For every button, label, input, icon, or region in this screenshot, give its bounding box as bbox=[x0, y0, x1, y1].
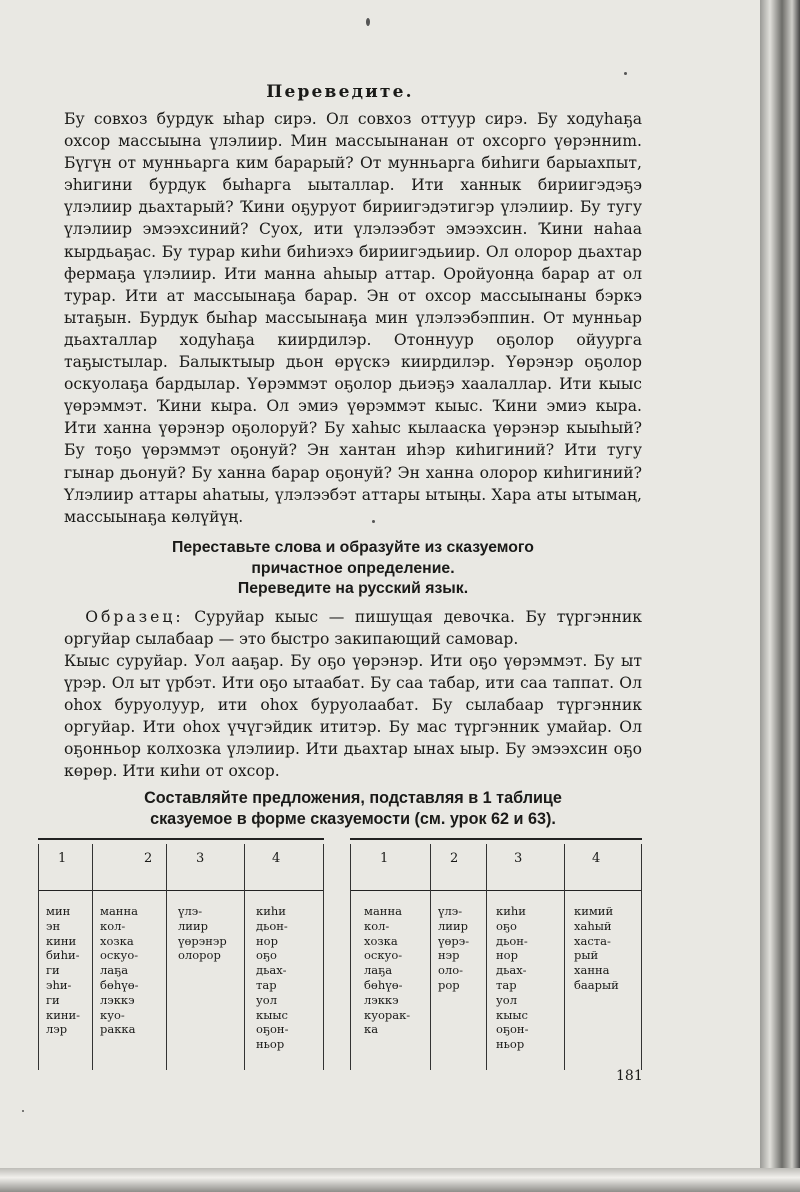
table-column: манна кол- хозка оскуо- лаҕа бөһүө- лэккэ куо- ракка bbox=[100, 904, 139, 1037]
table-header-cell: 1 bbox=[58, 851, 67, 866]
table-header-cell: 2 bbox=[450, 851, 459, 866]
example-paragraph bbox=[64, 606, 642, 650]
table-rule bbox=[350, 838, 642, 840]
table-column: киһи оҕо дьон- нор дьах- тар уол кыыс оҕон- ньор bbox=[496, 904, 529, 1052]
exercise-heading bbox=[64, 538, 642, 600]
table-header-cell: 3 bbox=[196, 851, 205, 866]
table-column: үлэ- лиир үөрэ- нэр оло- рор bbox=[438, 904, 470, 992]
table-divider bbox=[430, 844, 431, 1070]
reading-paragraph bbox=[64, 108, 642, 528]
page-number: 181 bbox=[616, 1068, 643, 1084]
example-text: Суруйар кыыс — пишущая девочка. Бу түргэнник оргуйар сылабаар — это быстро закипающий самовар. bbox=[64, 608, 642, 649]
table-divider bbox=[350, 844, 351, 1070]
book-spine-edge bbox=[760, 0, 800, 1192]
table-divider bbox=[641, 844, 642, 1070]
table-heading bbox=[64, 788, 642, 829]
table-column: манна кол- хозка оскуо- лаҕа бөһүө- лэккэ куорак- ка bbox=[364, 904, 411, 1037]
table-divider bbox=[244, 844, 245, 1070]
table-rule bbox=[38, 838, 324, 840]
speck bbox=[22, 1110, 24, 1112]
reading-text: Бу совхоз бурдук ыһар сирэ. Ол совхоз оттуур сирэ. Бу ходуһаҕа охсор массыына үлэлиир. Мин массыынанан от охсорго үөрэнниm. Бүгүн от мунньарга ким барарый? От мунньарга биһиги барыахпыт, эһигини бурдук быһарга ыыталлар. Ити ханнык бириигэдэҕэ үлэлиир дьахтарый? Ҡини оҕуруот бириигэдэтигэр үлэлиир. Бу тугу үлэлиир эмээхсиний? Суох, ити үлэлээбэт эмээхсин. Ҡини наһаа кырдьаҕас. Бу турар киһи биһиэхэ бириигэдьиир. Ол олорор дьахтар фермаҕа үлэлиир. Ити манна аһыыр аттар. Оройуонңа барар ат ол турар. Ити ат массыынаҕа барар. Эн от охсор массыынаны бэркэ ытаҕын. Бурдук быһар массыынаҕа мин үлэлээбэппин. От мунньар дьахталлар ходуһаҕа киирдилэр. Отоннуур оҕолор ойуурга таҕыстылар. Балыктыыр дьон өрүскэ киирдилэр. Үөрэнэр оҕолор оскуолаҕа бардылар. Үөрэммэт оҕолор дьиэҕэ хаалаллар. Ити кыыс үөрэммэт. Ҡини кыра. Ол эмиэ үөрэммэт кыыс. Ҡини эмиэ кыра. Ити ханна үөрэнэр оҕолоруй? Бу хаһыс кылааска үөрэнэр кыыһый? Бу тоҕо үөрэммэт оҕонуй? Эн хантан иһэр киһигиний? Ити тугу гынар дьонуй? Бу ханна барар оҕонуй? Эн ханна олорор киһигиний? Үлэлиир аттары аһатыы, үлэлээбэт аттары ытыңы. Хара аты ытымаң, массыынаҕа көлүйүң. bbox=[64, 110, 642, 526]
table-divider bbox=[564, 844, 565, 1070]
table-divider bbox=[323, 844, 324, 1070]
exercise-heading-line-2: причастное определение. bbox=[251, 559, 455, 577]
book-bottom-edge bbox=[0, 1168, 800, 1192]
table-header-cell: 4 bbox=[592, 851, 601, 866]
table-heading-line-2: сказуемое в форме сказуемости (см. урок 62 и 63). bbox=[150, 809, 556, 828]
table-divider bbox=[486, 844, 487, 1070]
exercise-heading-line-3: Переведите на русский язык. bbox=[237, 580, 469, 597]
table-column: кимий хаһый хаста- рый ханна баарый bbox=[574, 904, 619, 992]
table-column: үлэ- лиир үөрэнэр олорор bbox=[178, 904, 227, 963]
table-header-cell: 1 bbox=[380, 851, 389, 866]
table-column: мин эн кини биһи- ги эһи- ги кини- лэр bbox=[46, 904, 81, 1037]
table-header-cell: 4 bbox=[272, 851, 281, 866]
example-label: Образец: bbox=[85, 608, 184, 626]
exercise-heading-line-1: Переставьте слова и образуйте из сказуемого bbox=[172, 539, 534, 556]
table-column: киһи дьон- нор оҕо дьах- тар уол кыыс оҕон- ньор bbox=[256, 904, 289, 1052]
section-title: Переведите. bbox=[266, 82, 414, 102]
exercise-text: Кыыс суруйар. Уол ааҕар. Бу оҕо үөрэнэр. Ити оҕо үөрэммэт. Бу ыт үрэр. Ол ыт үрбэт. Ити оҕо ытаабат. Бу саа табар, ити саа таппат. Ол оһох буруолуур, ити оһох буруолаабат. Бу сылабаар түргэнник оргуйар. Ити оһох үчүгэйдик ититэр. Бу мас түргэнник умайар. Ол оҕонньор колхозка үлэлиир. Ити дьахтар ынах ыыр. Бу эмээхсин оҕо көрөр. Ити киһи от охсор. bbox=[64, 652, 642, 781]
table-divider bbox=[92, 844, 93, 1070]
speck bbox=[624, 72, 627, 75]
table-header-cell: 3 bbox=[514, 851, 523, 866]
table-header-cell: 2 bbox=[144, 851, 153, 866]
table-divider bbox=[166, 844, 167, 1070]
table-divider bbox=[38, 844, 39, 1070]
table-rule bbox=[38, 890, 324, 891]
table-heading-line-1: Составляйте предложения, подставляя в 1 таблице bbox=[144, 789, 562, 807]
table-rule bbox=[350, 890, 642, 891]
speck bbox=[372, 520, 375, 523]
speck bbox=[366, 18, 370, 26]
exercise-paragraph bbox=[64, 650, 642, 783]
